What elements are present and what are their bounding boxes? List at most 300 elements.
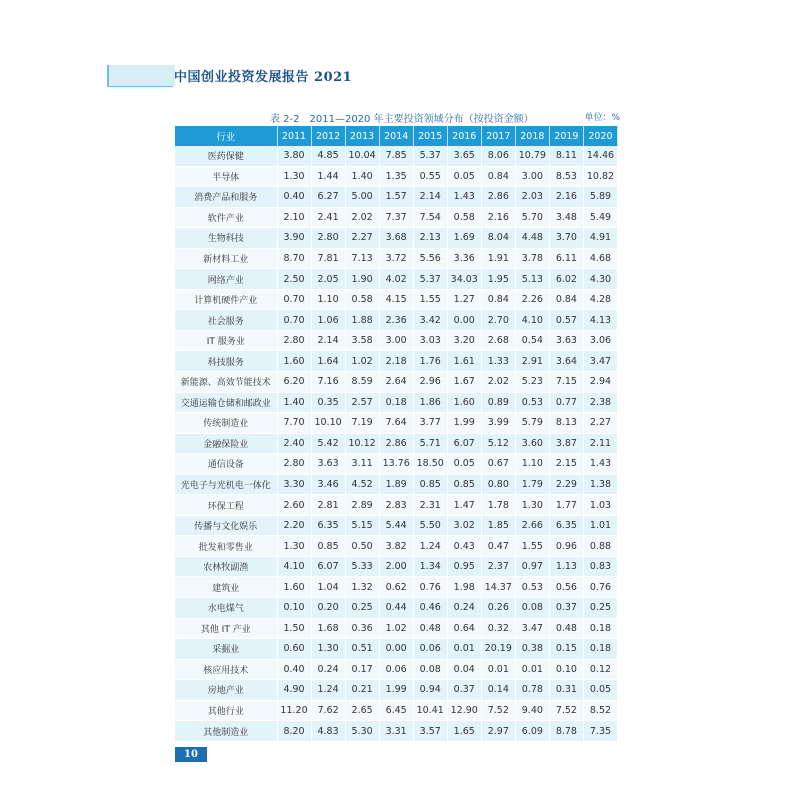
table-cell: 0.10 [549,659,583,680]
table-cell: 2.29 [549,474,583,495]
table-cell: 0.18 [379,392,413,413]
table-cell: 2.94 [583,372,617,393]
table-cell: 10.04 [345,146,379,166]
table-cell: 34.03 [447,269,481,290]
table-cell: 1.65 [447,721,481,742]
table-cell: 7.54 [413,207,447,228]
table-cell: 0.57 [549,310,583,331]
table-cell: 3.47 [583,351,617,372]
table-row [175,228,618,249]
table-cell: 7.37 [379,207,413,228]
table-cell: 0.88 [583,536,617,557]
table-cell: 5.00 [345,187,379,208]
table-cell: 5.42 [311,433,345,454]
table-cell: 1.13 [549,556,583,577]
table-cell: 0.89 [481,392,515,413]
table-cell: 6.02 [549,269,583,290]
table-cell: 14.46 [583,146,617,166]
table-cell: 7.35 [583,721,617,742]
table-cell: 0.06 [413,639,447,660]
table-cell: 2.26 [515,289,549,310]
table-cell: 0.77 [549,392,583,413]
table-cell: 4.10 [277,556,311,577]
table-cell: 1.85 [481,515,515,536]
table-cell: 2.11 [583,433,617,454]
table-cell: 1.99 [379,680,413,701]
table-row [175,310,618,331]
table-cell: 1.27 [447,289,481,310]
column-header: 2015 [413,126,447,146]
table-cell: 0.76 [413,577,447,598]
table-cell: 0.56 [549,577,583,598]
table-cell: 5.44 [379,515,413,536]
table-cell: 1.50 [277,618,311,639]
table-cell: 0.06 [379,659,413,680]
table-cell: 0.51 [345,639,379,660]
table-cell: 3.48 [549,207,583,228]
table-cell: 8.04 [481,228,515,249]
table-cell: 0.40 [277,187,311,208]
table-cell: 9.40 [515,700,549,721]
table-cell: 1.02 [379,618,413,639]
table-cell: 2.83 [379,495,413,516]
table-cell: 1.33 [481,351,515,372]
row-label: 传统制造业 [175,413,277,434]
table-cell: 7.52 [481,700,515,721]
table-cell: 3.31 [379,721,413,742]
row-label: 房地产业 [175,680,277,701]
table-cell: 14.37 [481,577,515,598]
table-cell: 3.58 [345,330,379,351]
table-row [175,700,618,721]
table-cell: 8.20 [277,721,311,742]
table-row [175,536,618,557]
table-cell: 0.60 [277,639,311,660]
table-cell: 1.30 [311,639,345,660]
table-cell: 5.12 [481,433,515,454]
table-cell: 0.01 [481,659,515,680]
table-cell: 10.41 [413,700,447,721]
table-cell: 2.18 [379,351,413,372]
table-cell: 0.70 [277,310,311,331]
table-cell: 2.41 [311,207,345,228]
table-cell: 5.13 [515,269,549,290]
table-cell: 1.40 [277,392,311,413]
table-cell: 6.07 [311,556,345,577]
table-cell: 3.60 [515,433,549,454]
table-row [175,187,618,208]
table-cell: 1.30 [277,166,311,187]
table-cell: 0.96 [549,536,583,557]
table-cell: 2.68 [481,330,515,351]
table-cell: 5.71 [413,433,447,454]
table-cell: 2.40 [277,433,311,454]
table-cell: 1.57 [379,187,413,208]
table-row [175,659,618,680]
table-cell: 13.76 [379,454,413,475]
table-unit: 单位：% [584,113,620,123]
table-cell: 3.57 [413,721,447,742]
table-cell: 0.95 [447,556,481,577]
table-cell: 4.15 [379,289,413,310]
table-cell: 2.97 [481,721,515,742]
table-cell: 0.58 [345,289,379,310]
table-cell: 0.14 [481,680,515,701]
table-cell: 1.38 [583,474,617,495]
table-cell: 3.20 [447,330,481,351]
table-cell: 3.77 [413,413,447,434]
table-cell: 0.43 [447,536,481,557]
table-cell: 7.85 [379,146,413,166]
table-cell: 0.20 [311,598,345,619]
table-row [175,618,618,639]
table-body [175,146,618,741]
row-label: 水电煤气 [175,598,277,619]
table-cell: 2.96 [413,372,447,393]
table-cell: 0.12 [583,659,617,680]
table-cell: 3.02 [447,515,481,536]
table-cell: 1.30 [515,495,549,516]
table-row [175,372,618,393]
table-cell: 10.79 [515,146,549,166]
table-cell: 7.64 [379,413,413,434]
table-cell: 3.47 [515,618,549,639]
table-row [175,392,618,413]
table-cell: 0.08 [515,598,549,619]
table-cell: 3.99 [481,413,515,434]
table-cell: 8.11 [549,146,583,166]
table-cell: 0.36 [345,618,379,639]
table-cell: 8.70 [277,248,311,269]
table-cell: 1.77 [549,495,583,516]
header-rule [107,86,173,87]
table-cell: 7.62 [311,700,345,721]
table-cell: 5.15 [345,515,379,536]
table-cell: 0.25 [345,598,379,619]
table-cell: 0.76 [583,577,617,598]
table-cell: 0.00 [379,639,413,660]
table-cell: 1.47 [447,495,481,516]
table-cell: 3.63 [549,330,583,351]
table-cell: 4.30 [583,269,617,290]
table-cell: 2.31 [413,495,447,516]
table-cell: 0.48 [549,618,583,639]
table-cell: 0.05 [447,454,481,475]
table-cell: 2.03 [515,187,549,208]
row-label: 新材料工业 [175,248,277,269]
table-cell: 2.60 [277,495,311,516]
table-cell: 0.05 [447,166,481,187]
table-row [175,330,618,351]
table-cell: 1.98 [447,577,481,598]
table-cell: 6.20 [277,372,311,393]
table-cell: 3.87 [549,433,583,454]
table-cell: 0.05 [583,680,617,701]
table-cell: 1.35 [379,166,413,187]
table-header-row [175,126,618,146]
table-row [175,515,618,536]
table-cell: 6.45 [379,700,413,721]
table-row [175,556,618,577]
table-cell: 2.15 [549,454,583,475]
row-label: 生物科技 [175,228,277,249]
column-header: 2013 [345,126,379,146]
row-label: 新能源、高效节能技术 [175,372,277,393]
table-row [175,166,618,187]
table-caption: 表 2-2 2011—2020 年主要投资领域分布（按投资金额） [270,114,534,125]
table-cell: 0.54 [515,330,549,351]
table-cell: 1.60 [277,351,311,372]
table-cell: 0.08 [413,659,447,680]
table-cell: 5.70 [515,207,549,228]
table-cell: 1.64 [311,351,345,372]
table-cell: 6.35 [549,515,583,536]
table-cell: 3.03 [413,330,447,351]
table-cell: 1.30 [277,536,311,557]
table-cell: 7.15 [549,372,583,393]
table-cell: 2.80 [311,228,345,249]
column-header: 2020 [583,126,617,146]
table-cell: 2.80 [277,330,311,351]
table-row [175,269,618,290]
table-cell: 1.04 [311,577,345,598]
table-cell: 0.84 [481,166,515,187]
table-cell: 1.78 [481,495,515,516]
column-header: 2017 [481,126,515,146]
table-cell: 2.16 [481,207,515,228]
table-cell: 3.63 [311,454,345,475]
table-cell: 10.10 [311,413,345,434]
table-cell: 2.86 [379,433,413,454]
table-cell: 3.42 [413,310,447,331]
table-cell: 2.37 [481,556,515,577]
table-cell: 0.17 [345,659,379,680]
table-cell: 0.84 [481,289,515,310]
table-row [175,454,618,475]
table-cell: 1.69 [447,228,481,249]
table-cell: 4.68 [583,248,617,269]
table-cell: 0.32 [481,618,515,639]
page-number: 10 [175,747,207,762]
table-cell: 18.50 [413,454,447,475]
table-cell: 4.48 [515,228,549,249]
table-cell: 3.70 [549,228,583,249]
table-cell: 2.27 [345,228,379,249]
table-cell: 2.80 [277,454,311,475]
table-cell: 0.84 [549,289,583,310]
table-cell: 10.12 [345,433,379,454]
table-cell: 4.52 [345,474,379,495]
table-cell: 0.78 [515,680,549,701]
table-cell: 6.09 [515,721,549,742]
table-cell: 0.38 [515,639,549,660]
header-accent-bar [107,65,175,86]
table-cell: 8.59 [345,372,379,393]
table-cell: 1.03 [583,495,617,516]
table-row [175,248,618,269]
table-row [175,721,618,742]
table-cell: 7.81 [311,248,345,269]
table-cell: 0.80 [481,474,515,495]
table-cell: 6.35 [311,515,345,536]
table-cell: 5.37 [413,146,447,166]
table-cell: 3.90 [277,228,311,249]
table-cell: 0.83 [583,556,617,577]
table-row [175,413,618,434]
table-cell: 3.11 [345,454,379,475]
table-cell: 1.68 [311,618,345,639]
table-cell: 2.36 [379,310,413,331]
table-cell: 2.65 [345,700,379,721]
table-cell: 3.80 [277,146,311,166]
column-header: 2012 [311,126,345,146]
table-cell: 3.64 [549,351,583,372]
table-cell: 2.02 [345,207,379,228]
row-label: 核应用技术 [175,659,277,680]
table-cell: 4.85 [311,146,345,166]
table-cell: 0.85 [413,474,447,495]
table-cell: 1.60 [447,392,481,413]
table-cell: 7.13 [345,248,379,269]
table-cell: 0.53 [515,577,549,598]
row-label: 其他 IT 产业 [175,618,277,639]
table-cell: 1.32 [345,577,379,598]
table-cell: 0.25 [583,598,617,619]
table-cell: 8.53 [549,166,583,187]
table-cell: 5.37 [413,269,447,290]
table-cell: 3.00 [379,330,413,351]
table-cell: 0.15 [549,639,583,660]
table-cell: 2.27 [583,413,617,434]
table-cell: 7.16 [311,372,345,393]
table-cell: 1.24 [413,536,447,557]
table-cell: 3.78 [515,248,549,269]
table-cell: 2.89 [345,495,379,516]
table-cell: 1.34 [413,556,447,577]
table-cell: 2.00 [379,556,413,577]
table-cell: 8.06 [481,146,515,166]
table-header [175,126,618,146]
table-cell: 3.46 [311,474,345,495]
table-cell: 2.13 [413,228,447,249]
table-cell: 2.66 [515,515,549,536]
table-cell: 1.91 [481,248,515,269]
table-cell: 5.56 [413,248,447,269]
table-cell: 2.81 [311,495,345,516]
row-label: 交通运输仓储和邮政业 [175,392,277,413]
table-row [175,474,618,495]
row-label: 建筑业 [175,577,277,598]
table-cell: 1.10 [311,289,345,310]
table-cell: 5.23 [515,372,549,393]
row-label: 科技服务 [175,351,277,372]
table-cell: 0.62 [379,577,413,598]
table-cell: 5.50 [413,515,447,536]
table-cell: 1.67 [447,372,481,393]
table-cell: 0.24 [311,659,345,680]
table-cell: 1.55 [515,536,549,557]
table-cell: 8.52 [583,700,617,721]
table-cell: 1.10 [515,454,549,475]
table-cell: 8.13 [549,413,583,434]
table-cell: 0.01 [515,659,549,680]
table-cell: 1.60 [277,577,311,598]
table-cell: 0.00 [447,310,481,331]
row-label: 传播与文化娱乐 [175,515,277,536]
row-label: 计算机硬件产业 [175,289,277,310]
table-cell: 1.01 [583,515,617,536]
table-cell: 0.94 [413,680,447,701]
table-cell: 0.85 [311,536,345,557]
row-label: 半导体 [175,166,277,187]
table-cell: 1.88 [345,310,379,331]
table-cell: 4.02 [379,269,413,290]
table-cell: 0.50 [345,536,379,557]
table-cell: 2.20 [277,515,311,536]
row-label: 网络产业 [175,269,277,290]
table-cell: 1.40 [345,166,379,187]
table-cell: 0.26 [481,598,515,619]
table-cell: 0.97 [515,556,549,577]
table-cell: 4.28 [583,289,617,310]
table-cell: 0.53 [515,392,549,413]
table-cell: 1.61 [447,351,481,372]
row-label: 消费产品和服务 [175,187,277,208]
table-row [175,433,618,454]
table-cell: 1.55 [413,289,447,310]
table-cell: 2.16 [549,187,583,208]
table-cell: 20.19 [481,639,515,660]
table-cell: 7.52 [549,700,583,721]
column-header: 2016 [447,126,481,146]
table-cell: 1.06 [311,310,345,331]
table-row [175,351,618,372]
row-label: 批发和零售业 [175,536,277,557]
table-cell: 0.10 [277,598,311,619]
table-cell: 1.44 [311,166,345,187]
table-row [175,207,618,228]
table-cell: 0.64 [447,618,481,639]
table-cell: 2.14 [311,330,345,351]
table-cell: 6.11 [549,248,583,269]
table-cell: 0.47 [481,536,515,557]
table-cell: 0.85 [447,474,481,495]
column-header: 2018 [515,126,549,146]
table-cell: 6.07 [447,433,481,454]
row-label: 通信设备 [175,454,277,475]
investment-distribution-table [175,126,618,742]
table-cell: 3.36 [447,248,481,269]
row-label: 软件产业 [175,207,277,228]
table-cell: 8.78 [549,721,583,742]
table-cell: 0.01 [447,639,481,660]
table-cell: 6.27 [311,187,345,208]
table-cell: 1.90 [345,269,379,290]
row-label: 医药保健 [175,146,277,166]
table-cell: 5.79 [515,413,549,434]
table-cell: 0.37 [447,680,481,701]
table-cell: 7.19 [345,413,379,434]
table-cell: 2.86 [481,187,515,208]
row-label: 环保工程 [175,495,277,516]
table-cell: 3.65 [447,146,481,166]
table-row [175,680,618,701]
table-cell: 2.50 [277,269,311,290]
table-cell: 3.30 [277,474,311,495]
table-row [175,495,618,516]
table-cell: 1.02 [345,351,379,372]
table-cell: 3.72 [379,248,413,269]
